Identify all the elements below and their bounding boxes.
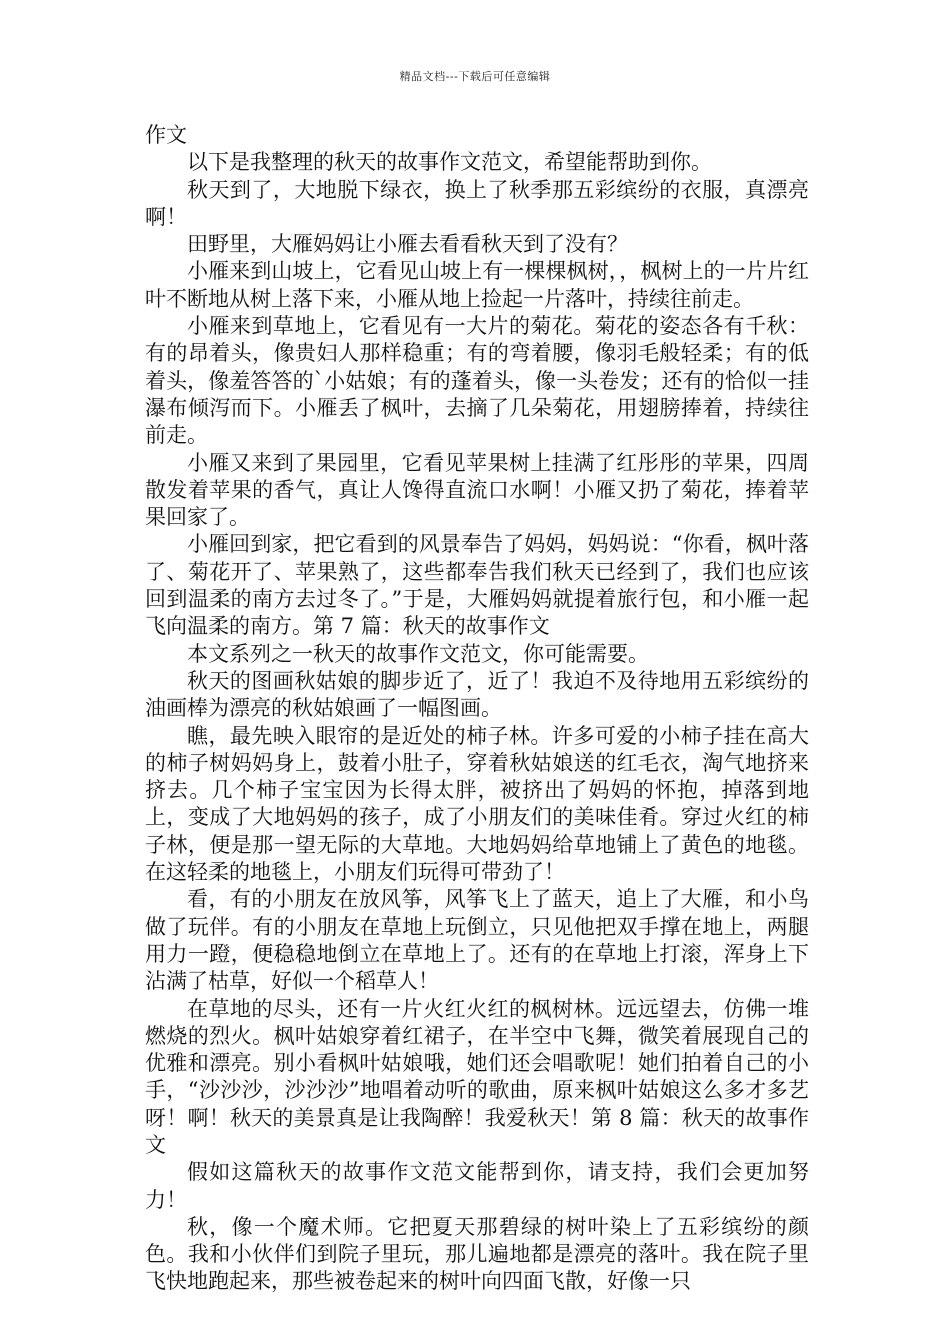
paragraph: 田野里，大雁妈妈让小雁去看看秋天到了没有？ <box>187 232 628 257</box>
page-header: 精品文档---下载后可任意编辑 <box>399 70 551 83</box>
document-body <box>145 122 809 1296</box>
paragraph-title-fragment: 作文 <box>145 123 187 147</box>
paragraph: 秋，像一个魔术师。它把夏天那碧绿的树叶染上了五彩缤纷的颜色。我和小伙伴们到院子里玩，那儿遍地都是漂亮的落叶。我在院子里飞快地跑起来，那些被卷起来的树叶向四面飞散，好像一只 <box>145 1214 809 1294</box>
paragraph: 本文系列之一秋天的故事作文范文，你可能需要。 <box>187 641 649 666</box>
paragraph: 秋天到了，大地脱下绿衣，换上了秋季那五彩缤纷的衣服，真漂亮啊！ <box>145 177 809 229</box>
paragraph: 小雁回到家，把它看到的风景奉告了妈妈，妈妈说：“你看，枫叶落了、菊花开了、苹果熟了，这些都奉告我们秋天已经到了，我们也应该回到温柔的南方去过冬了。”于是，大雁妈妈就提着旅行包，和小雁一起飞向温柔的南方。第 7 篇：秋天的故事作文 <box>145 532 809 639</box>
paragraph: 在草地的尽头，还有一片火红火红的枫树林。远远望去，仿佛一堆燃烧的烈火。枫叶姑娘穿着红裙子，在半空中飞舞，微笑着展现自己的优雅和漂亮。别小看枫叶姑娘哦，她们还会唱歌呢！她们拍着自己的小手，“沙沙沙，沙沙沙”地唱着动听的歌曲，原来枫叶姑娘这么多才多艺呀！啊！秋天的美景真是让我陶醉！我爱秋天！第 8 篇：秋天的故事作文 <box>145 996 809 1157</box>
paragraph: 假如这篇秋天的故事作文范文能帮到你，请支持，我们会更加努力！ <box>145 1160 809 1212</box>
paragraph: 小雁又来到了果园里，它看见苹果树上挂满了红彤彤的苹果，四周散发着苹果的香气，真让人馋得直流口水啊！小雁又扔了菊花，捧着苹果回家了。 <box>145 450 809 530</box>
paragraph: 瞧，最先映入眼帘的是近处的柿子林。许多可爱的小柿子挂在高大的柿子树妈妈身上，鼓着小肚子，穿着秋姑娘送的红毛衣，淘气地挤来挤去。几个柿子宝宝因为长得太胖，被挤出了妈妈的怀抱，掉落到地上，变成了大地妈妈的孩子，成了小朋友们的美味佳肴。穿过火红的柿子林，便是那一望无际的大草地。大地妈妈给草地铺上了黄色的地毯。在这轻柔的地毯上，小朋友们玩得可带劲了！ <box>145 723 809 885</box>
paragraph: 小雁来到山坡上，它看见山坡上有一棵棵枫树，，枫树上的一片片红叶不断地从树上落下来，小雁从地上捡起一片落叶，持续往前走。 <box>145 259 809 311</box>
paragraph: 看，有的小朋友在放风筝，风筝飞上了蓝天，追上了大雁，和小鸟做了玩伴。有的小朋友在草地上玩倒立，只见他把双手撑在地上，两腿用力一蹬，便稳稳地倒立在草地上了。还有的在草地上打滚，浑身上下沾满了枯草，好似一个稻草人！ <box>145 887 809 994</box>
paragraph: 小雁来到草地上，它看见有一大片的菊花。菊花的姿态各有千秋：有的昂着头，像贵妇人那样稳重；有的弯着腰，像羽毛般轻柔；有的低着头，像羞答答的`小姑娘；有的蓬着头，像一头卷发；还有的恰似一挂瀑布倾泻而下。小雁丢了枫叶，去摘了几朵菊花，用翅膀捧着，持续往前走。 <box>145 314 809 448</box>
paragraph: 秋天的图画秋姑娘的脚步近了，近了！我迫不及待地用五彩缤纷的油画棒为漂亮的秋姑娘画了一幅图画。 <box>145 668 809 721</box>
paragraph: 以下是我整理的秋天的故事作文范文，希望能帮助到你。 <box>187 150 712 175</box>
